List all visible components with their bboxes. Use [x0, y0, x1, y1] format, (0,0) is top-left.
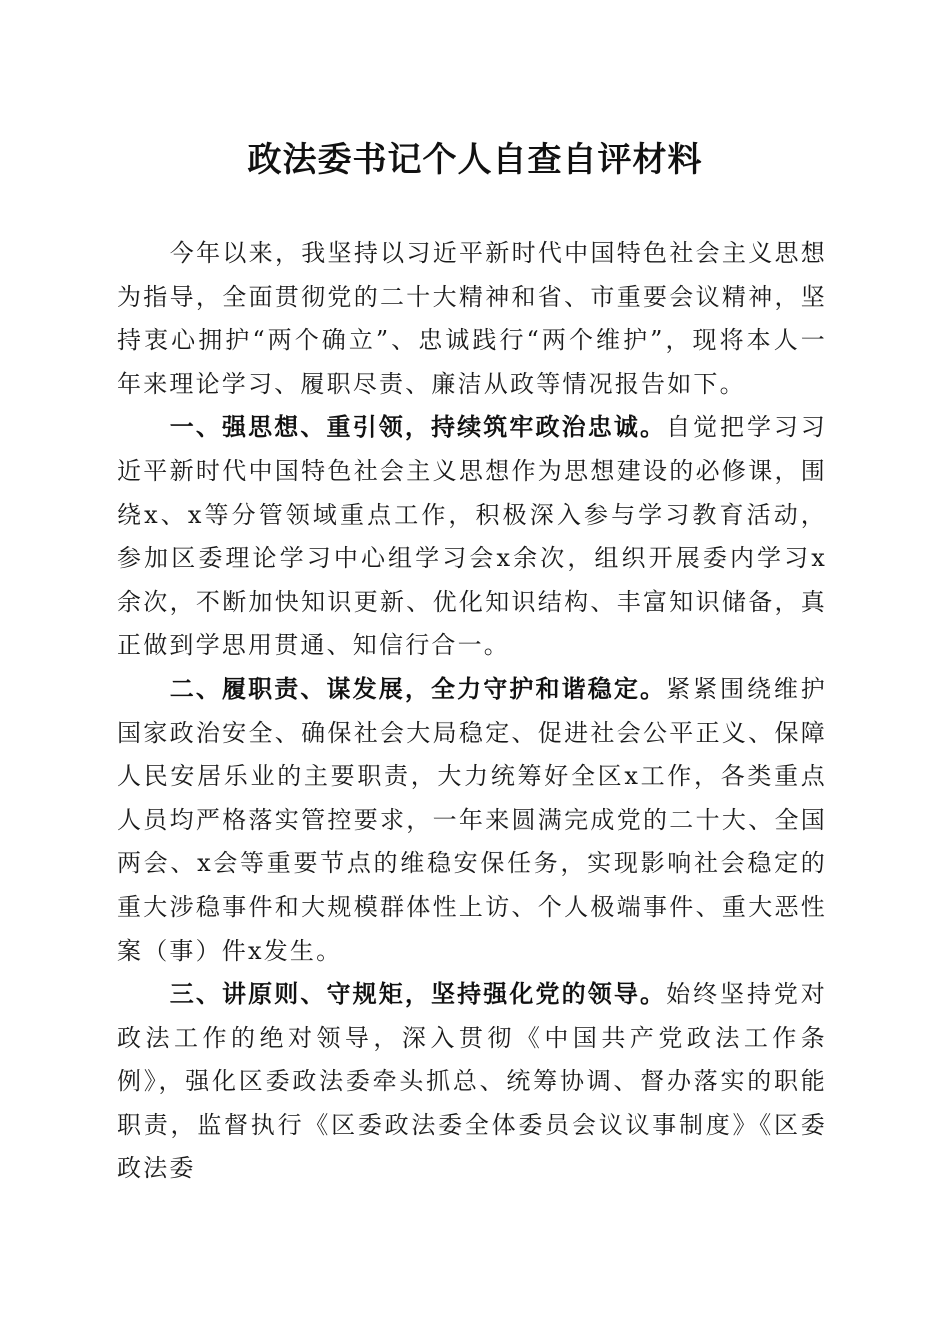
document-title: 政法委书记个人自查自评材料: [247, 140, 703, 180]
section-heading-3: 三、讲原则、守规矩，坚持强化党的领导。: [169, 980, 667, 1009]
section-paragraph-3: [117, 973, 827, 1191]
intro-paragraph: 今年以来，我坚持以习近平新时代中国特色社会主义思想为指导，全面贯彻党的二十大精神和省、市重要会议精神，坚持衷心拥护“两个确立”、忠诚践行“两个维护”，现将本人一年来理论学习、履职尽责、廉洁从政等情况报告如下。: [117, 239, 827, 398]
section-text-1: 自觉把学习习近平新时代中国特色社会主义思想作为思想建设的必修课，围绕x、x等分管领域重点工作，积极深入参与学习教育活动，参加区委理论学习中心组学习会x余次，组织开展委内学习x余次，不断加快知识更新、优化知识结构、丰富知识储备，真正做到学思用贯通、知信行合一。: [117, 413, 827, 660]
section-text-2: 紧紧围绕维护国家政治安全、确保社会大局稳定、促进社会公平正义、保障人民安居乐业的主要职责，大力统筹好全区x工作，各类重点人员均严格落实管控要求，一年来圆满完成党的二十大、全国两会、x会等重要节点的维稳安保任务，实现影响社会稳定的重大涉稳事件和大规模群体性上访、个人极端事件、重大恶性案（事）件x发生。: [117, 674, 827, 965]
section-paragraph-2: [117, 668, 827, 973]
section-heading-2: 二、履职责、谋发展，全力守护和谐稳定。: [169, 674, 667, 703]
section-paragraph-1: [117, 406, 827, 668]
section-text-3: 始终坚持党对政法工作的绝对领导，深入贯彻《中国共产党政法工作条例》，强化区委政法委牵头抓总、统筹协调、督办落实的职能职责，监督执行《区委政法委全体委员会议议事制度》《区委政法委: [117, 980, 827, 1183]
section-heading-1: 一、强思想、重引领，持续筑牢政治忠诚。: [169, 413, 667, 442]
document-body: [117, 232, 827, 1191]
